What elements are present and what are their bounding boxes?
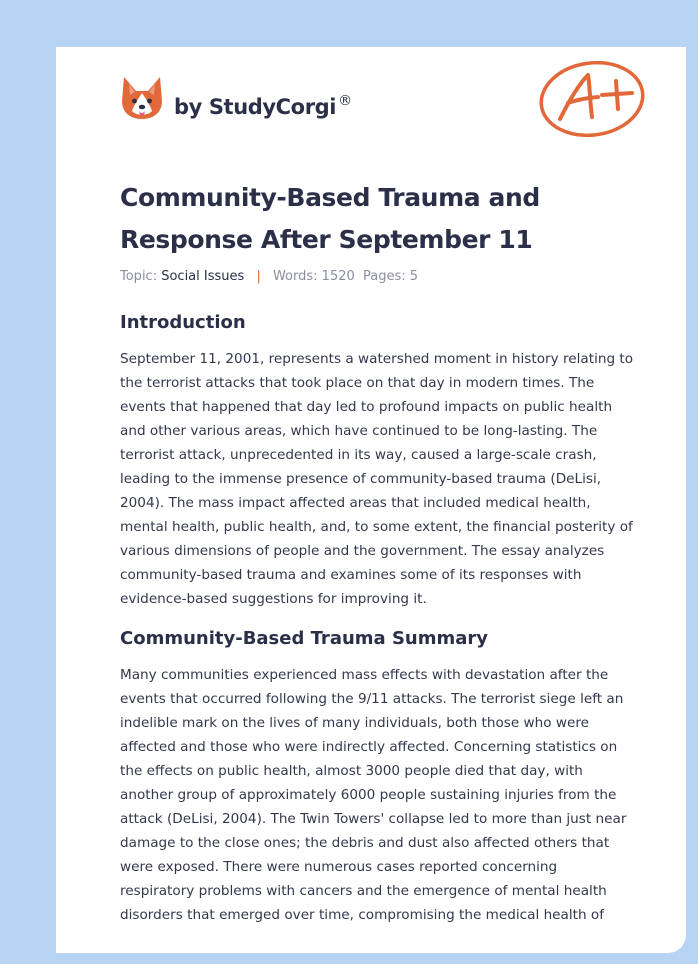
a-plus-grade-icon — [538, 57, 650, 141]
document-page — [56, 47, 686, 953]
topic-link[interactable]: Social Issues — [161, 269, 245, 284]
section-paragraph: Many communities experienced mass effects with devastation after the events that occurred following the 9/11 attacks. The terrorist siege left an indelible mark on the lives of many individuals, both those who were affected and those who were indirectly affected. Concerning statistics on the effects on public health, almost 3000 people died that day, with another group of approximately 6000 people sustaining injuries from the attack (DeLisi, 2004). The Twin Towers' collapse led to more than just near damage to the close ones; the debris and dust also affected others that were exposed. There were numerous cases reported concerning respiratory problems with cancers and the emergence of mental health disorders that emerged over time, compromising the medical health of — [120, 667, 627, 923]
brand-name[interactable] — [174, 93, 352, 119]
meta-separator: | — [256, 269, 261, 284]
document-meta — [120, 269, 418, 284]
registered-mark: ® — [338, 93, 352, 109]
page-count: Pages: 5 — [363, 269, 419, 284]
section-introduction — [120, 311, 635, 611]
section-heading: Introduction — [120, 312, 246, 333]
brand-text: by StudyCorgi — [174, 95, 337, 119]
section-paragraph: September 11, 2001, represents a watershed moment in history relating to the terrorist attacks that took place on that day in modern times. The events that happened that day led to profound impacts on public health and other various areas, which have continued to be long-lasting. The terrorist attack, unprecedented in its way, caused a large-scale crash, leading to the immense presence of community-based trauma (DeLisi, 2004). The mass impact affected areas that included medical health, mental health, public health, and, to some extent, the financial posterity of various dimensions of people and the government. The essay analyzes community-based trauma and examines some of its responses with evidence-based suggestions for improving it. — [120, 351, 634, 607]
section-community-trauma-summary — [120, 627, 635, 927]
document-body — [120, 311, 635, 927]
word-count: Words: 1520 — [272, 269, 355, 284]
document-title: Community-Based Trauma and Response After September 11 — [120, 183, 540, 254]
section-heading: Community-Based Trauma Summary — [120, 628, 488, 649]
topic-label: Topic: — [120, 269, 158, 284]
corgi-icon[interactable] — [120, 75, 164, 121]
